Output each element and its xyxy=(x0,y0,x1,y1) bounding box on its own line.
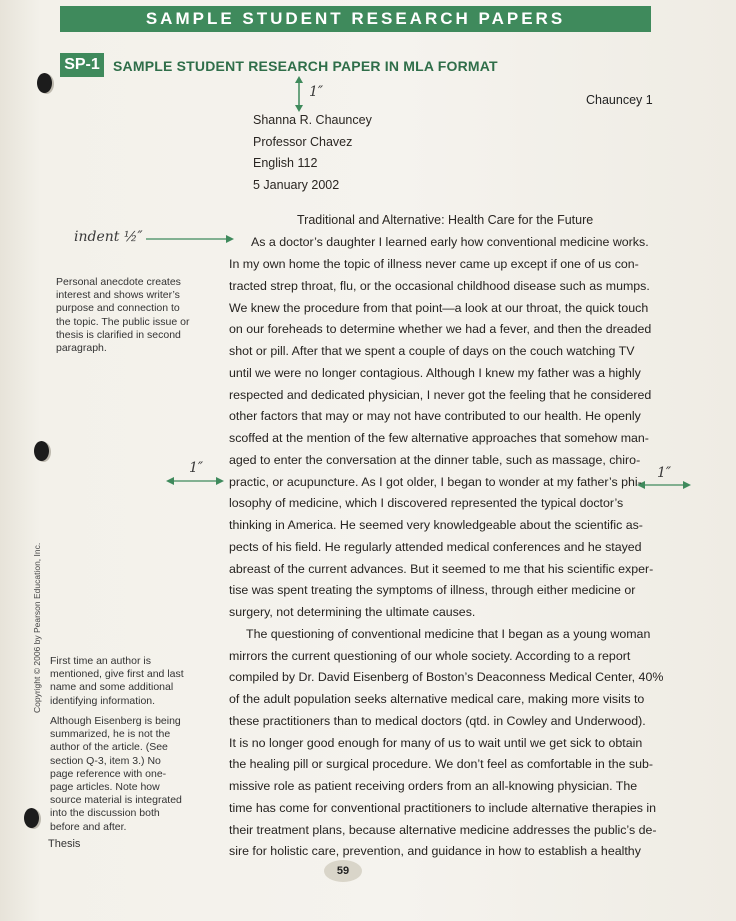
note-line: source material is integrated xyxy=(50,794,182,807)
binder-hole xyxy=(34,441,49,461)
note-line: purpose and connection to xyxy=(56,302,180,315)
body-line: of the adult population seeks alternative medical care, making more visits to xyxy=(229,692,645,706)
body-line: It is no longer good enough for many of us to wait until we get sick to obtain xyxy=(229,736,643,750)
note-line: page articles. Note how xyxy=(50,781,160,794)
left-margin-label: 1″ xyxy=(189,460,204,476)
body-line: As a doctor’s daughter I learned early how conventional medicine works. xyxy=(251,235,649,249)
body-line: losophy of medicine, which I discovered represented the typical doctor’s xyxy=(229,496,624,510)
body-line: sire for holistic care, prevention, and guidance in how to establish a healthy xyxy=(229,844,641,858)
body-line: mirrors the current questioning of our whole society. According to a report xyxy=(229,649,631,663)
indent-label: indent ½″ xyxy=(74,229,143,245)
author-name: Shanna R. Chauncey xyxy=(253,113,372,127)
section-title: SAMPLE STUDENT RESEARCH PAPER IN MLA FORMAT xyxy=(113,58,498,74)
side-note-thesis: Thesis xyxy=(48,838,81,850)
note-line: Personal anecdote creates xyxy=(56,276,181,288)
top-margin-label: 1″ xyxy=(309,84,324,100)
note-line: Although Eisenberg is being xyxy=(50,715,181,727)
binder-hole xyxy=(37,73,52,93)
body-line: until we were no longer contagious. Although I knew my father was a highly xyxy=(229,366,641,380)
body-line: aged to enter the conversation at the dinner table, such as massage, chiro- xyxy=(229,453,641,467)
body-line: The questioning of conventional medicine that I began as a young woman xyxy=(246,627,651,641)
banner: SAMPLE STUDENT RESEARCH PAPERS xyxy=(60,6,651,32)
instructor-name: Professor Chavez xyxy=(253,134,353,149)
body-line: scoffed at the mention of the few alternative approaches that somehow man- xyxy=(229,431,649,445)
body-line: the healing pill or surgical procedure. We don’t feel as comfortable in the sub- xyxy=(229,757,654,771)
body-line: on our foreheads to determine whether we had a fever, and then the dreaded xyxy=(229,322,652,336)
left-margin-arrow-icon xyxy=(166,475,224,487)
course-name: English 112 xyxy=(253,156,318,170)
note-line: into the discussion both xyxy=(50,807,160,820)
date: 5 January 2002 xyxy=(253,177,340,192)
body-line: pects of his field. He regularly attended medical conferences and he stayed xyxy=(229,540,642,554)
note-line: mentioned, give first and last xyxy=(50,668,184,681)
body-line: abreast of the current advances. But it seemed to me that his scientific exper- xyxy=(229,562,654,576)
note-line: author of the article. (See xyxy=(50,741,168,754)
indent-arrow-icon xyxy=(144,233,236,245)
body-line: time has come for conventional practitioners to include alternative therapies in xyxy=(229,801,657,815)
note-line: section Q-3, item 3.) No xyxy=(50,754,161,767)
body-line: thinking in America. He seemed very knowledgeable about the scientific as- xyxy=(229,518,643,532)
right-margin-label: 1″ xyxy=(657,465,672,481)
mla-heading xyxy=(253,110,372,196)
note-line: First time an author is xyxy=(50,655,151,667)
note-line: paragraph. xyxy=(56,342,107,355)
body-line: We knew the procedure from that point—a look at our throat, the quick touch xyxy=(229,301,649,315)
note-line: interest and shows writer’s xyxy=(56,289,180,302)
side-note-anecdote xyxy=(56,276,189,355)
body-line: other factors that may or may not have contributed to our health. He openly xyxy=(229,409,641,423)
paper-title: Traditional and Alternative: Health Care for the Future xyxy=(297,213,594,227)
section-badge: SP-1 xyxy=(60,53,104,77)
body-line: their treatment plans, because alternative medicine addresses the public’s de- xyxy=(229,823,657,837)
body-line: practic, or acupuncture. As I got older, I began to wonder at my father’s phi- xyxy=(229,475,642,489)
body-line: missive role as patient receiving orders from an all-knowing physician. The xyxy=(229,779,638,793)
note-line: before and after. xyxy=(50,820,127,833)
note-line: thesis is clarified in second xyxy=(56,328,181,341)
running-head: Chauncey 1 xyxy=(586,93,653,107)
note-line: identifying information. xyxy=(50,694,156,707)
note-line: summarized, he is not the xyxy=(50,728,171,741)
binder-hole xyxy=(24,808,39,828)
side-note-eisenberg xyxy=(50,715,182,834)
body-line: tracted strep throat, flu, or the occasional childhood disease such as mumps. xyxy=(229,279,650,293)
right-margin-arrow-icon xyxy=(637,479,691,491)
note-line: page reference with one- xyxy=(50,767,167,780)
body-line: compiled by Dr. David Eisenberg of Boston’s Deaconness Medical Center, 40% xyxy=(229,670,664,684)
body-line: tise was spent treating the symptoms of illness, through either medicine or xyxy=(229,583,636,597)
note-line: name and some additional xyxy=(50,681,174,694)
body-line: shot or pill. After that we spent a couple of days on the couch watching TV xyxy=(229,344,635,358)
body-line: In my own home the topic of illness never came up except if one of us con- xyxy=(229,257,639,271)
side-note-author xyxy=(50,655,184,708)
note-line: the topic. The public issue or xyxy=(56,315,190,328)
top-margin-arrow-icon xyxy=(292,76,306,112)
body-line: surgery, not determining the ultimate causes. xyxy=(229,605,476,619)
body-line: these practitioners than to medical doctors (qtd. in Cowley and Underwood). xyxy=(229,714,646,728)
copyright-notice: Copyright © 2006 by Pearson Education, Inc. xyxy=(32,542,42,713)
page-number: 59 xyxy=(324,860,362,882)
body-line: respected and dedicated physician, I never got the feeling that he considered xyxy=(229,388,652,402)
